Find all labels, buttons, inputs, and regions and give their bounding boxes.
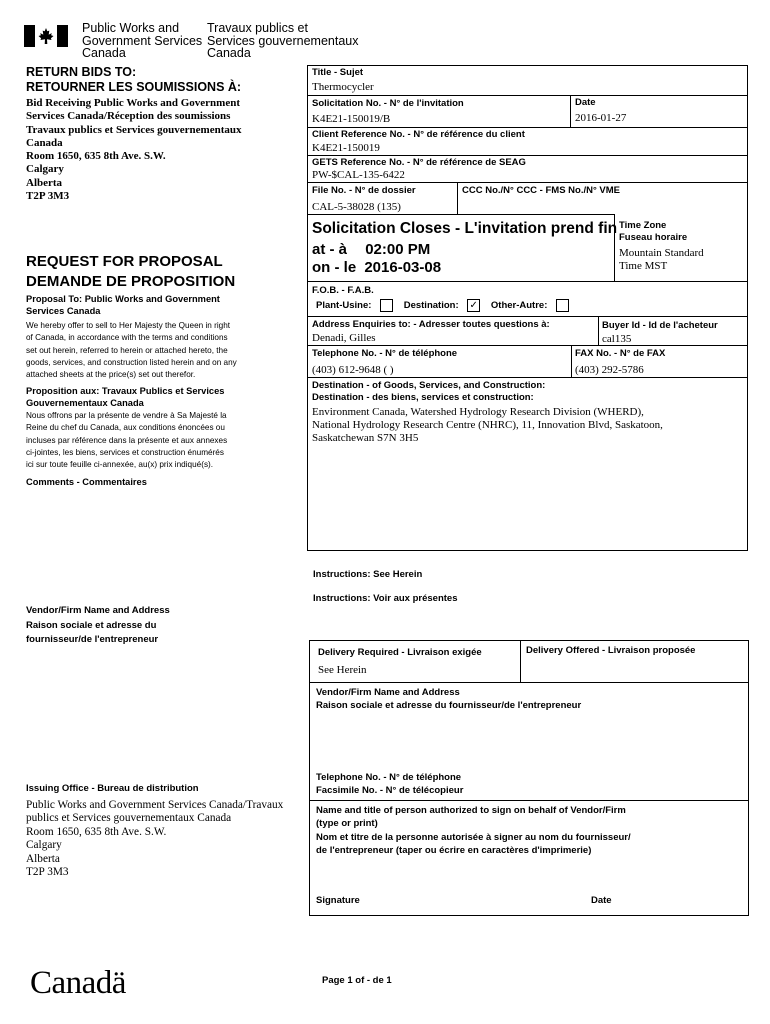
proposal-text-line: of Canada, in accordance with the terms and conditions [26,333,228,343]
vendor-box-label [316,686,581,712]
client-ref-value: K4E21-150019 [312,142,380,154]
vendor-box-label-line: Raison sociale et adresse du fournisseur/de l'entrepreneur [316,700,582,711]
gets-label: GETS Reference No. - N° de référence de SEAG [312,157,526,168]
authorized-label-line: Name and title of person authorized to sign on behalf of Vendor/Firm [316,805,626,816]
closes-at-label: at - à [312,241,348,258]
destination-goods-label-line: Destination - of Goods, Services, and Construction: [312,380,546,391]
delivery-offered-field[interactable] [522,658,746,680]
address-line: Canada [26,136,63,149]
issuing-office-label: Issuing Office - Bureau de distribution [26,783,199,794]
canada-flag-icon [24,25,68,47]
closes-title: Solicitation Closes - L'invitation prend fin [312,220,618,237]
request-title-line: DEMANDE DE PROPOSITION [26,273,236,290]
issuing-address-line: T2P 3M3 [26,866,69,879]
address-line: Travaux publics et Services gouvernementaux [26,123,242,136]
proposal-text-line: attached sheets at the price(s) set out therefor. [26,370,196,380]
timezone-value [619,247,704,273]
proposal-to-label-line: Services Canada [26,306,101,316]
proposition-text [26,410,227,471]
closes-date-row [312,259,441,277]
vendor-left-label [26,604,170,648]
fob-label: F.O.B. - F.A.B. [312,285,374,296]
timezone-label-line: Fuseau horaire [619,232,688,243]
address-enquiries-value: Denadi, Gilles [312,332,376,344]
department-name-fr [207,22,358,60]
authorized-label-line: (type or print) [316,818,378,830]
buyer-id-label: Buyer Id - Id de l'acheteur [602,320,718,331]
other-label: Other-Autre: [490,300,548,312]
file-label: File No. - N° de dossier [312,185,416,196]
dept-fr-line: Services gouvernementaux [207,33,359,48]
date-label: Date [575,97,596,108]
request-title [26,252,235,292]
proposition-label-line: Gouvernementaux Canada [26,398,144,408]
vendor-name-field[interactable] [312,714,746,768]
canada-wordmark-logo: Canadä [30,965,126,1001]
timezone-value-line: Mountain Standard [619,247,704,259]
destination-goods-line: National Hydrology Research Centre (NHRC), 11, Innovation Blvd, Saskatoon, [312,419,663,431]
return-bids-title-line: RETOURNER LES SOUMISSIONS À: [26,80,242,94]
timezone-value-line: Time MST [619,260,668,272]
dept-en-line: Canada [82,46,126,60]
destination-label: Destination: [403,300,459,312]
solicitation-value: K4E21-150019/B [312,113,391,125]
destination-goods-label-line: Destination - des biens, services et construction: [312,392,534,403]
check-mark-icon: ✓ [469,300,478,311]
fax-label: FAX No. - N° de FAX [575,348,666,359]
delivery-offered-label: Delivery Offered - Livraison proposée [526,645,696,656]
destination-goods-value [312,406,663,445]
vendor-box-label-line: Vendor/Firm Name and Address [316,687,460,698]
ccc-label: CCC No./N° CCC - FMS No./N° VME [462,185,621,196]
closes-time-row [312,241,430,259]
proposal-to-label-line: Proposal To: Public Works and Government [26,294,220,304]
proposition-text-line: Nous offrons par la présente de vendre à Sa Majesté la [26,411,227,420]
address-line: Services Canada/Réception des soumissions [26,110,231,123]
issuing-address-line: Alberta [26,852,60,865]
title-value: Thermocycler [312,81,374,93]
delivery-required-label: Delivery Required - Livraison exigée [318,647,482,658]
vendor-left-label-line: fournisseur/de l'entrepreneur [26,634,159,645]
comments-label: Comments - Commentaires [26,477,147,487]
plant-label: Plant-Usine: [316,300,372,312]
closes-on-label: on - le [312,259,357,276]
dept-fr-line: Travaux publics et [207,21,308,35]
request-title-line: REQUEST FOR PROPOSAL [26,253,223,270]
timezone-label [619,220,687,244]
dept-en-line: Government Services [82,33,203,48]
proposition-label [26,385,224,409]
plant-checkbox[interactable] [380,299,393,312]
signature-date-label: Date [591,895,612,906]
destination-checkbox[interactable] [467,299,480,312]
authorized-signer-label [316,804,631,857]
proposition-text-line: ci-jointes, les biens, services et construction énumérés [26,447,224,457]
authorized-label-line: de l'entrepreneur (taper ou écrire en caractères d'imprimerie) [316,844,592,856]
phone-value: (403) 612-9648 ( ) [312,364,394,376]
proposal-text-line: set out herein, referred to herein or attached hereto, the [26,345,228,355]
destination-goods-line: Environment Canada, Watershed Hydrology Research Division (WHERD), [312,406,644,418]
address-line: Room 1650, 635 8th Ave. S.W. [26,150,166,163]
issuing-office-address [26,799,283,879]
proposal-to-text [26,320,237,381]
dept-en-line: Public Works and [82,21,180,35]
vendor-left-label-line: Vendor/Firm Name and Address [26,605,170,616]
return-bids-title [26,65,241,95]
destination-goods-label [312,380,545,404]
fob-options [316,299,569,312]
authorized-label-line: Nom et titre de la personne autorisée à signer au nom du fournisseur/ [316,831,631,843]
address-line: Alberta [26,176,63,189]
issuing-address-line: Public Works and Government Services Canada/Travaux [26,799,284,811]
proposal-to-label [26,293,220,317]
gets-value: PW-$CAL-135-6422 [312,169,405,181]
vendor-fax-label: Facsimile No. - N° de télécopieur [316,785,464,796]
address-line: T2P 3M3 [26,190,70,203]
fax-value: (403) 292-5786 [575,364,644,376]
page-number: Page 1 of - de 1 [322,975,392,986]
file-value: CAL-5-38028 (135) [312,201,401,213]
client-ref-label: Client Reference No. - N° de référence du client [312,129,525,140]
vendor-left-label-line: Raison sociale et adresse du [26,619,157,631]
dept-fr-line: Canada [207,46,251,60]
solicitation-label: Solicitation No. - N° de l'invitation [312,98,464,109]
delivery-required-value: See Herein [318,664,367,676]
closes-time: 02:00 PM [365,241,431,258]
proposal-text-line: goods, services, and construction listed herein and on any [26,357,237,367]
proposition-text-line: ici sur toute feuille ci-annexée, au(x) prix indiqué(s). [26,460,214,470]
phone-label: Telephone No. - N° de téléphone [312,348,458,359]
closes-date: 2016-03-08 [364,259,442,276]
destination-goods-line: Saskatchewan S7N 3H5 [312,432,419,444]
other-checkbox[interactable] [556,299,569,312]
address-line: Calgary [26,163,64,176]
proposition-text-line: Reine du chef du Canada, aux conditions énoncées ou [26,423,225,433]
issuing-address-line: Room 1650, 635 8th Ave. S.W. [26,825,167,838]
proposition-label-line: Proposition aux: Travaux Publics et Services [26,386,225,396]
address-enquiries-label: Address Enquiries to: - Adresser toutes questions à: [312,319,550,330]
return-bids-address [26,97,242,203]
department-name-en [82,22,202,60]
instructions-en: Instructions: See Herein [313,569,423,580]
issuing-address-line: publics et Services gouvernementaux Canada [26,812,232,825]
timezone-label-line: Time Zone [619,220,667,231]
address-line: Bid Receiving Public Works and Government [26,97,241,109]
vendor-phone-label: Telephone No. - N° de téléphone [316,772,462,783]
instructions-fr: Instructions: Voir aux présentes [313,593,458,604]
issuing-address-line: Calgary [26,839,62,852]
proposal-text-line: We hereby offer to sell to Her Majesty the Queen in right [26,321,231,330]
signature-label: Signature [316,895,360,906]
phone-fax-labels [316,771,463,797]
buyer-id-value: cal135 [602,333,632,345]
return-bids-title-line: RETURN BIDS TO: [26,65,137,79]
date-value: 2016-01-27 [575,112,627,124]
proposition-text-line: incluses par référence dans la présente et aux annexes [26,435,228,445]
title-label: Title - Sujet [312,67,364,78]
